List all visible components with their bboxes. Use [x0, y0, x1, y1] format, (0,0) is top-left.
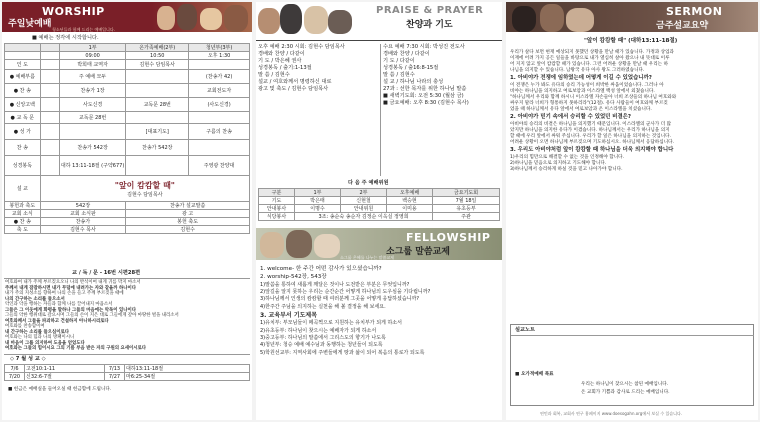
offering-footer: ■ 헌금은 예배실을 들어오실 때 헌금함에 드립니다. — [8, 387, 112, 392]
divider — [4, 278, 250, 279]
reading-line: 나의 간구하는 소리를 들으소서 — [5, 296, 65, 302]
cell: 교회 소식 — [5, 210, 41, 218]
cell: 7/6 — [5, 365, 25, 373]
sermon-header-en: SERMON — [666, 5, 723, 18]
cell: 7월 18일 — [433, 197, 500, 205]
cell: 542장 — [40, 202, 126, 210]
cell: 이미용 — [387, 205, 433, 213]
point-line: 었을 때 하나님께서 유다 앞에서 여로보암과 온 이스라엘을 치셨습니다. — [510, 107, 652, 112]
cell: 유초등부 — [433, 205, 500, 213]
schedule-table — [4, 364, 250, 381]
reading-line: 주께서 내게 잠잠하시면 내가 무덤에 내려가는 자와 같을까 하나이다 — [5, 285, 136, 291]
point-title: 1. 아비야가 전쟁에 임하였는데 어떻게 이길 수 있었습니까? — [510, 75, 652, 81]
fellowship-header-photo — [256, 228, 344, 260]
reading-line: 그들의 악한 행위대로 갚으시며 그들의 손이 지은 대로 그들에게 갚아 마땅한 벌을 내리소서 — [5, 313, 179, 318]
cell: 사도신경 — [59, 98, 125, 112]
sermon-header-ko: 금주설교요약 — [656, 21, 709, 31]
cell: 기도 — [259, 197, 295, 205]
next-week-title: 다 음 주 예배위원 — [348, 180, 389, 186]
sermon-cell — [40, 176, 249, 202]
service-line: 기 도 / 다같이 — [383, 58, 415, 64]
worship-header-ko: 주일낮예배 — [8, 19, 52, 29]
service-line: 오후 예배 2:30 시회: 김현수 담임목사 — [258, 44, 345, 50]
intro-line: 나님을 의지할 수 있습니다. 남왕국 유다 아사 왕도 그러하였습니다. — [510, 68, 645, 73]
cell: 신현철 — [341, 197, 387, 205]
point-line: 할 때에 우리 앞에서 싸워 주십니다. 우리가 할 일은 하나님을 의지하는 것입니다. — [510, 134, 671, 139]
fellowship-line: 2)앞길을 알지 못하는 우리는 순간순간 어떻게 하나님의 도우심을 기다립니까? — [260, 289, 431, 295]
cell: 축 도 — [5, 226, 41, 234]
service-line: 경배와 찬양 / 다같이 — [258, 51, 305, 57]
wednesday-service — [383, 44, 501, 107]
worship-notice: ■ 예배는 정각에 시작합니다. — [32, 35, 99, 41]
praise-panel — [256, 2, 502, 420]
reading-line: 내 간구하는 소리를 들으심이로다 — [5, 329, 69, 335]
fellowship-line: 2)유초등부: 하나님이 찾으시는 예배자가 되게 하소서 — [260, 327, 377, 334]
sermon-body — [510, 50, 754, 173]
fellowship-line: 4)한주간 주님을 의지하는 실천을 해 볼 결정을 해 보세요. — [260, 303, 386, 310]
point-line: 았지만 하나님을 의지한 유다가 이겼습니다. 하나님께서는 우리가 하나님을 의지 — [510, 128, 670, 133]
point-line: "하나님께서 우리와 함께 하시니 이스라엘 자손들아 너희 조상들의 하나님 여호와와 — [510, 95, 677, 100]
point-title: 3. 우리도 아비야처럼 앞이 캄캄할 때 하나님을 더욱 의지해야 합니다 — [510, 147, 674, 153]
cell: 찬송가 — [40, 218, 126, 226]
point-line: 아비야의 승리의 비결은 하나님을 의지했기 때문입니다. 이스라엘의 군사가 더 많 — [510, 122, 672, 127]
cell — [40, 44, 59, 52]
worship-header-en: WORSHIP — [42, 5, 105, 18]
fellowship-line: 3)중고등부: 하나님의 말씀에서 그리스도의 향기가 나도록 — [260, 335, 386, 342]
cell: 1부 — [295, 189, 341, 197]
point-line: 어려운 상황이 오면 하나님께 부르짖으며 기도하십시오. 하나님께서 응답하십니다. — [510, 140, 675, 145]
cell: 주 예배 모두 — [59, 70, 125, 84]
worship-header — [2, 2, 252, 32]
cell: 성경봉독 — [5, 156, 41, 176]
cell: ● 성 가 — [5, 124, 41, 140]
service-line: 말 씀 / 김현수 — [258, 72, 290, 78]
cell: 김현수 담임목사 — [126, 60, 189, 70]
fellowship-header-ko: 소그룹 말씀교제 — [386, 247, 450, 257]
reading-line: 여호와를 찬송함이여 — [5, 324, 45, 329]
cell: 1부 — [59, 44, 125, 52]
cell: ● 예배부름 — [5, 70, 41, 84]
cell: 대하13:11-18절 — [125, 365, 250, 373]
cell: 신32:6-7절 — [25, 373, 105, 381]
fellowship-line: 5)학원선교부: 지역사회에 주변들에게 땅과 삶이 되어 복음의 통로가 되도록 — [260, 349, 425, 356]
cell: 찬송가 설교말씀 — [126, 202, 250, 210]
cell: 7/13 — [105, 365, 125, 373]
worship-header-photo — [152, 2, 252, 32]
cell: 온가족예배(2부) — [126, 44, 189, 52]
cell — [126, 112, 189, 124]
cell: 금요기도회 — [433, 189, 500, 197]
cell: 오후예배 — [387, 189, 433, 197]
cell: 주영광 찬양대 — [189, 156, 250, 176]
cell: ● 찬 송 — [5, 84, 41, 98]
divider — [380, 44, 381, 176]
fellowship-line: 4)청년부: 청승 예배 예수님과 동행하는 청년들이 되도록 — [260, 342, 383, 349]
cell — [189, 60, 250, 70]
reading-line: 여호와는 나의 힘과 나의 방패이시니 — [5, 335, 75, 340]
point-line: 비야는 하나님을 의지하고 여로보암과 이스라엘 백성 앞에서 외쳤습니다. — [510, 89, 655, 94]
point-line: 2)하나님을 믿음으로 의지하고 기도해야 합니다. — [510, 161, 607, 166]
worship-header-sub: 청소년들과 함께 드리는 예배입니다. — [52, 27, 116, 32]
cell — [40, 84, 59, 98]
cell: 교독문 28번 — [126, 98, 189, 112]
praise-header-photo — [256, 2, 356, 36]
cell: 박은태 — [295, 197, 341, 205]
cell: (찬송가 42) — [189, 70, 250, 84]
afternoon-service — [258, 44, 380, 93]
fellowship-header-sub: 소그룹 은혜를 나누는 말씀교제 — [340, 255, 395, 260]
cell: 찬송가 1장 — [59, 84, 125, 98]
intro-line: 우리가 살다 보면 현재 예상되지 못했던 상황을 만날 때가 있습니다. 가정과 상업과 — [510, 50, 674, 55]
sermon-panel — [506, 2, 758, 420]
cell: 구름의 찬송 — [189, 124, 250, 140]
service-line: 설교 / 여호와께서 명령하신 대로 — [258, 79, 332, 85]
cell: 이명수 — [295, 205, 341, 213]
cell — [5, 44, 41, 52]
cell: 주관 — [433, 213, 500, 221]
cell — [40, 140, 59, 156]
point-line: 이 전쟁은 누가 봐도 유다의 승리 가능성이 희박한 싸움이었습니다. 그러나 아 — [510, 83, 664, 88]
fellowship-line: 2. worship-542장, 543장 — [260, 273, 327, 280]
fellowship-header — [256, 228, 502, 260]
intro-line: 이재에 어려 가지 공든 일들을 바탕으로 내가 열심히 살아 왔으나 내 뜻대로 이루 — [510, 56, 670, 61]
cell — [40, 70, 59, 84]
cell: 안내봉사 — [259, 205, 295, 213]
cell: 청년부(3부) — [189, 44, 250, 52]
sermon-title: "앞이 캄캄할 때" — [114, 180, 175, 190]
cell: 2부 — [341, 189, 387, 197]
reading-line: 내가 주의 지성소를 향하여 나의 손을 들고 주께 부르짖을 때에 — [5, 291, 124, 296]
service-line: 27과 : 선한 목자를 위한 하나님 말씀 — [383, 86, 467, 92]
sermon-summary-title: "앞이 캄캄할 때" (대하13:11-18절) — [584, 38, 678, 44]
cell: 박희태 교역자 — [59, 60, 125, 70]
cell: 식당봉사 — [259, 213, 295, 221]
prayer-line: 우리는 하나님이 찾으시는 참된 예배입니다. — [581, 382, 669, 387]
service-line: 수요 예배 7:30 시회: 박성진 전도사 — [383, 44, 465, 50]
schedule-label: ◇ 7 월 성 교 ◇ — [10, 356, 46, 362]
cell: 안내위원 — [341, 205, 387, 213]
service-line: ■ 금요예배: 오후 8:30 (김현수 목사) — [383, 100, 469, 106]
reading-line: 그들은 그 이웃에게 화평을 말하나 그들의 마음에는 악독이 있나이다 — [5, 307, 136, 313]
cell — [5, 52, 41, 60]
prayer-label: ■ 오가적예배 목표 — [515, 372, 554, 377]
reading-line: 악인과 악을 행하는 자들과 함께 나를 끌어내지 마옵소서 — [5, 302, 113, 307]
service-line: 광고 및 축도 / 김현수 담임목사 — [258, 86, 329, 92]
cell: 3조: 송순숙 송순자 김정순 이옥실 정영희 — [295, 213, 433, 221]
cell — [189, 140, 250, 156]
sermon-header — [506, 2, 758, 32]
cell: 광 고 — [126, 210, 250, 218]
cell — [40, 60, 59, 70]
cell — [40, 98, 59, 112]
divider — [4, 354, 250, 355]
service-line: 성경봉독 / 출16:8-15절 — [383, 65, 439, 71]
intro-line: 어 지지 않고 앞이 캄캄할 때가 있습니다. 그런 어려운 상황을 만날 때 우리는 하 — [510, 62, 669, 67]
point-line: 1)우리의 힘만으로 해결할 수 없는 것을 인정해야 합니다. — [510, 155, 625, 160]
service-line: 말 씀 / 김현수 — [383, 72, 415, 78]
cell — [126, 156, 189, 176]
cell: 찬송가 542장 — [59, 140, 125, 156]
cell — [59, 124, 125, 140]
cell — [40, 112, 59, 124]
reading-block — [5, 280, 250, 352]
cell: 오후 1:30 — [189, 52, 250, 60]
service-line: 성경봉독 / 출기:1-13절 — [258, 65, 312, 71]
fellowship-line: 1. welcome- 한 주간 어떤 감사가 있으셨습니까? — [260, 266, 382, 272]
cell: 봉헌과 축도 — [5, 202, 41, 210]
weekly-reading-label: 교 / 독 / 문 - 16번 시편28편 — [72, 270, 141, 276]
cell: ● 교 독 문 — [5, 112, 41, 124]
sermon-header-photo — [506, 2, 598, 32]
worship-order-table — [4, 43, 250, 234]
point-line: 3)하나님께서 승리하게 하실 것을 믿고 나아가야 합니다. — [510, 167, 623, 172]
cell: ● 찬 송 — [5, 218, 41, 226]
cell: 마6:25-34절 — [125, 373, 250, 381]
reading-line: 여호와여 내가 주께 부르짖으오니 나의 반석이여 내게 귀를 막지 마소서 — [5, 280, 141, 285]
cell: 찬송가 542장 — [126, 140, 189, 156]
divider — [256, 40, 502, 41]
service-line: 기 도 / 박은혜 권사 — [258, 58, 302, 64]
fellowship-line: 1)유치부: 부모님들이 떼곡찍으로 지원하는 유치부가 되게 하소서 — [260, 320, 402, 327]
sermon-notes-box[interactable] — [510, 324, 754, 406]
cell: 7/27 — [105, 373, 125, 381]
service-line: 경배와 찬양 / 다같이 — [383, 51, 430, 57]
cell — [189, 112, 250, 124]
cell: 봉헌 축도 — [126, 218, 250, 226]
cell — [40, 124, 59, 140]
praise-header — [256, 2, 502, 32]
cell — [126, 70, 189, 84]
cell: 김현수 목사 — [40, 226, 126, 234]
cell: 찬 송 — [5, 140, 41, 156]
cell: 김현수 — [126, 226, 250, 234]
reading-line: 여호와는 그들의 힘이시요 그의 기름 부음 받은 자의 구원의 요새이시로다 — [5, 346, 147, 351]
cell: 09:00 — [59, 52, 125, 60]
praise-header-ko: 찬양과 기도 — [406, 20, 453, 30]
cell — [40, 52, 59, 60]
cell: 인 도 — [5, 60, 41, 70]
prayer-line: 온 교회가 기쁨과 감사로 드리는 예배입니다. — [581, 390, 670, 395]
cell — [40, 156, 59, 176]
cell: 7/20 — [5, 373, 25, 381]
cell: [대표기도] — [126, 124, 189, 140]
fellowship-line: 1)말씀을 통하여 새롭게 깨달은 것이나 도전받은 부분은 무엇입니까? — [260, 281, 410, 288]
divider — [511, 335, 754, 336]
fellowship-line: 3)하나님께서 인생의 캄캄할 때 여러분께 그곳을 어떻게 응답하셨습니까? — [260, 296, 419, 303]
cell: 고전10:1-11 — [25, 365, 105, 373]
cell: 백승현 — [387, 197, 433, 205]
cell: 대하 13:11-18절 (구약677) — [59, 156, 125, 176]
reading-line: 내 마음이 그를 의지하여 도움을 얻었도다 — [5, 340, 85, 346]
sermon-preacher: 김현수 담임목사 — [127, 191, 163, 198]
service-line: 설 교 / 하나님 나라의 충성 — [383, 79, 444, 85]
cell: (사도신경) — [189, 98, 250, 112]
service-line: ■ 새벽기도회: 오전 5:30 (월삼 금) — [383, 93, 464, 99]
cell — [126, 84, 189, 98]
sermon-footer: 연민과 회복, 교회사 연구 홈페이지 www.doesogahn.org에서 보실 수 있습니다. — [540, 411, 683, 416]
fellowship-content — [260, 266, 500, 357]
next-week-table — [258, 188, 500, 221]
fellowship-line: 3. 교육부서 기도제목 — [260, 312, 318, 320]
point-title: 2. 아비야가 믿기 속에서 승리할 수 있었던 비결은? — [510, 114, 632, 120]
cell: 10:50 — [126, 52, 189, 60]
cell: 구분 — [259, 189, 295, 197]
cell: 교회 소식판 — [40, 210, 126, 218]
point-line: 싸우지 말라 너희가 형통하지 못하리라"(12절). 유다 사람들이 여호와께 부르짖 — [510, 101, 668, 106]
cell: ● 신앙고백 — [5, 98, 41, 112]
cell: 교독문 28번 — [59, 112, 125, 124]
fellowship-header-en: FELLOWSHIP — [406, 231, 491, 244]
notes-label: 설교노트 — [515, 327, 536, 333]
praise-header-en: PRAISE & PRAYER — [376, 5, 484, 16]
worship-panel — [2, 2, 252, 420]
sermon-label: 설 교 — [5, 176, 41, 202]
cell: 교회전도자 — [189, 84, 250, 98]
reading-line: 여호와께서 그들을 파괴하고 건설하지 아니하시리로다 — [5, 318, 109, 324]
